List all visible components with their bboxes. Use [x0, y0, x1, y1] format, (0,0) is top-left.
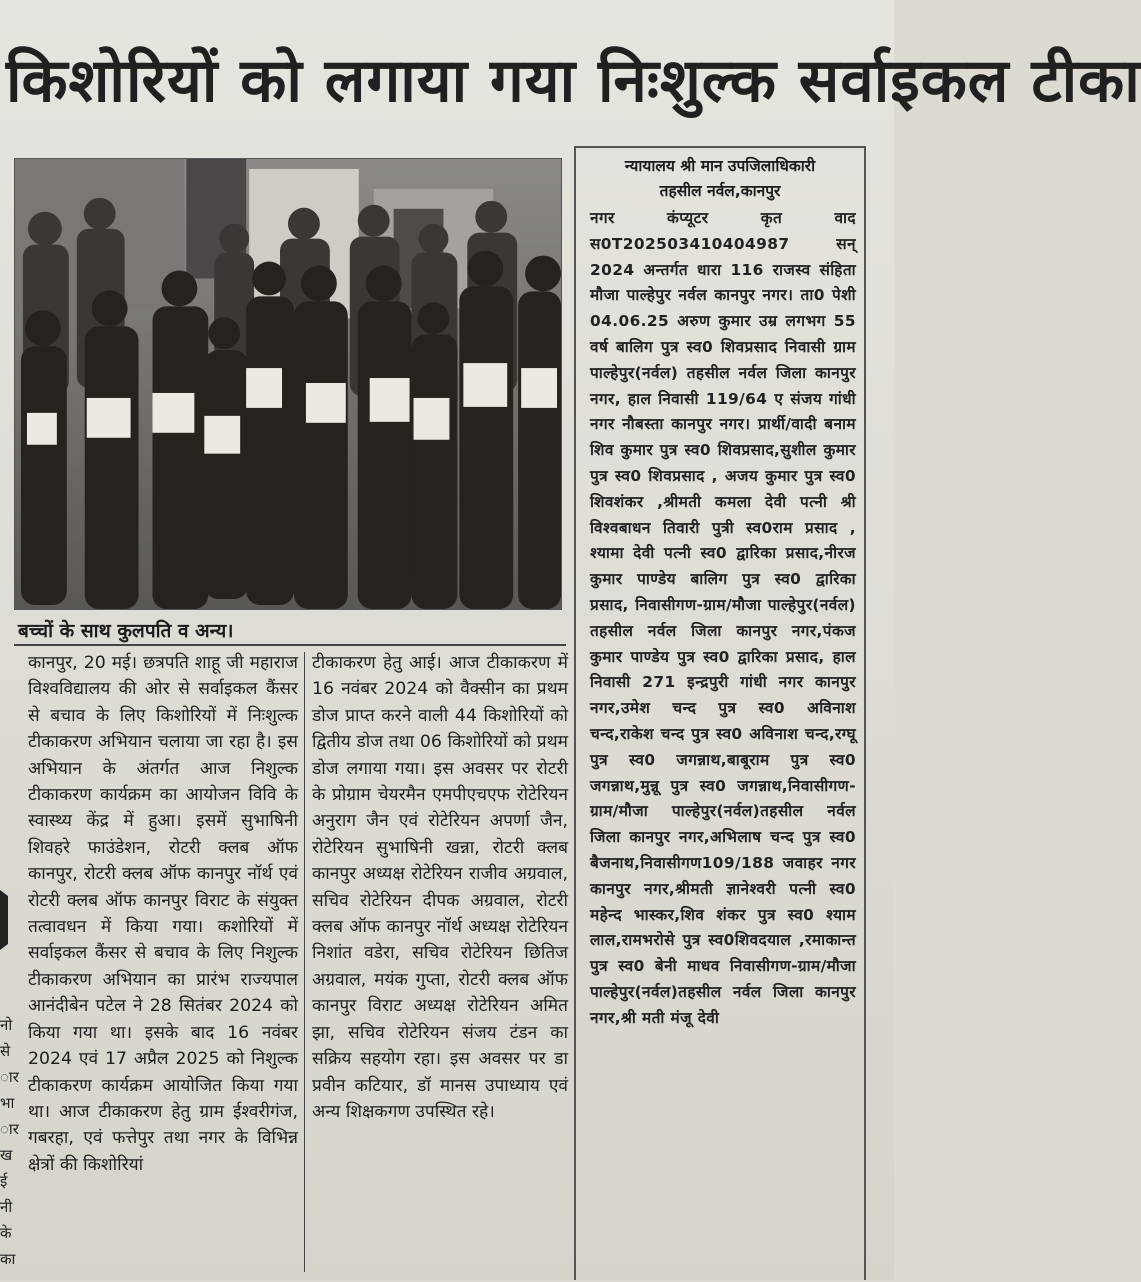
group-photo-image [15, 159, 561, 609]
fragment-line: ार [0, 1068, 19, 1086]
photo-caption: बच्चों के साथ कुलपति व अन्य। [18, 620, 234, 642]
legal-notice-title [580, 154, 860, 204]
column-divider [304, 652, 305, 1272]
headline: किशोरियों को लगाया गया निःशुल्क सर्वाइकल टीका [6, 46, 1141, 116]
page-edge-mark [0, 890, 14, 950]
fragment-line: ख [0, 1146, 13, 1164]
fragment-line: के [0, 1224, 12, 1242]
fragment-line: से [0, 1042, 11, 1060]
fragment-line: नो [0, 1016, 13, 1034]
fragment-line: भा [0, 1094, 15, 1112]
caption-divider [14, 644, 566, 646]
fragment-line: ई [0, 1172, 8, 1190]
article-column-2: टीकाकरण हेतु आई। आज टीकाकरण में 16 नवंबर 2024 को वैक्सीन का प्रथम डोज प्राप्त करने वाली 44 किशोरियों को द्वितीय डोज तथा 06 किशोरियों को प्रथम डोज लगाया गया। इस अवसर पर रोटरी के प्रोग्राम चेयरमैन एमपीएचएफ रोटेरियन अनुराग जैन एवं रोटेरियन अपर्णा जैन, रोटेरियन सुभाषिनी खन्ना, रोटरी क्लब कानपुर अध्यक्ष रोटेरियन राजीव अग्रवाल, सचिव रोटेरियन दीपक अग्रवाल, रोटरी क्लब ऑफ कानपुर नॉर्थ अध्यक्ष रोटेरियन निशांत वडेरा, सचिव रोटेरियन छितिज अग्रवाल, मयंक गुप्ता, रोटरी क्लब ऑफ कानपुर विराट अध्यक्ष रोटेरियन अमित झा, सचिव रोटेरियन संजय टंडन का सक्रिय सहयोग रहा। इस अवसर पर डा प्रवीन कटियार, डॉ मानस उपाध्याय एवं अन्य शिक्षकगण उपस्थित रहे। [312, 653, 568, 1122]
notice-title-line-2: तहसील नर्वल,कानपुर [659, 182, 781, 200]
fragment-line: ार [0, 1120, 19, 1138]
notice-title-line-1: न्यायालय श्री मान उपजिलाधिकारी [624, 157, 816, 175]
fragment-line: नी [0, 1198, 13, 1216]
adjacent-column-fragment [0, 1012, 18, 1282]
news-photo [14, 158, 562, 610]
article-column-1: कानपुर, 20 मई। छत्रपति शाहू जी महाराज विश्वविद्यालय की ओर से सर्वाइकल कैंसर से बचाव के लिए किशोरियों में निःशुल्क टीकाकरण अभियान चलाया जा रहा है। इस अभियान के अंतर्गत आज निशुल्क टीकाकरण कार्यक्रम का आयोजन विवि के स्वास्थ्य केंद्र में हुआ। इसमें सुभाषिनी शिवहरे फाउंडेशन, रोटरी क्लब ऑफ कानपुर, रोटरी क्लब ऑफ कानपुर नॉर्थ एवं रोटरी क्लब ऑफ कानपुर विराट के संयुक्त तत्वावधन में किया गया। कशोरियों में सर्वाइकल कैंसर से बचाव के लिए निशुल्क टीकाकरण अभियान का प्रारंभ राज्यपाल आनंदीबेन पटेल ने 28 सितंबर 2024 को किया गया था। इसके बाद 16 नवंबर 2024 एवं 17 अप्रैल 2025 को निशुल्क टीकाकरण कार्यक्रम आयोजित किया गया था। आज टीकाकरण हेतु ग्राम ईश्वरीगंज, गबरहा, एवं फत्तेपुर तथा नगर के विभिन्न क्षेत्रों की किशोरियां [28, 653, 298, 1175]
legal-notice-body: नगर कंप्यूटर कृत वाद स0T202503410404987 सन् 2024 अन्तर्गत धारा 116 राजस्व संहिता मौजा पाल्हेपुर नर्वल कानपुर नगर। ता0 पेशी 04.06.25 अरुण कुमार उम्र लगभग 55 वर्ष बालिग पुत्र स्व0 शिवप्रसाद निवासी ग्राम पाल्हेपुर(नर्वल) तहसील नर्वल जिला कानपुर नगर, हाल निवासी 119/64 ए संजय गांधी नगर नौबस्ता कानपुर नगर। प्रार्थी/वादी बनाम शिव कुमार पुत्र स्व0 शिवप्रसाद,सुशील कुमार पुत्र स्व0 शिवप्रसाद , अजय कुमार पुत्र स्व0 शिवशंकर ,श्रीमती कमला देवी पत्नी श्री विश्वबाधन तिवारी पुत्री स्व0राम प्रसाद , श्यामा देवी पत्नी स्व0 द्वारिका प्रसाद,नीरज कुमार पाण्डेय बालिग पुत्र स्व0 द्वारिका प्रसाद, निवासीगण-ग्राम/मौजा पाल्हेपुर(नर्वल) तहसील नर्वल जिला कानपुर नगर,पंकज कुमार पाण्डेय पुत्र स्व0 द्वारिका प्रसाद, हाल निवासी 271 इन्द्रपुरी गांधी नगर कानपुर नगर,उमेश चन्द पुत्र स्व0 अविनाश चन्द,राकेश चन्द पुत्र स्व0 अविनाश चन्द,रग्घू पुत्र स्व0 जगन्नाथ,बाबूराम पुत्र स्व0 जगन्नाथ,मुन्नू पुत्र स्व0 जगन्नाथ,निवासीगण-ग्राम/मौजा पाल्हेपुर(नर्वल)तहसील नर्वल जिला कानपुर नगर,अभिलाष चन्द पुत्र स्व0 बैजनाथ,निवासीगण109/188 जवाहर नगर कानपुर नगर,श्रीमती ज्ञानेश्वरी पत्नी स्व0 महेन्द भास्कर,शिव शंकर पुत्र स्व0 श्याम लाल,रामभरोसे पुत्र स्व0शिवदयाल ,रमाकान्त पुत्र स्व0 बेनी माधव निवासीगण-ग्राम/मौजा पाल्हेपुर(नर्वल)तहसील नर्वल जिला कानपुर नगर,श्री मती मंजू देवी [590, 209, 856, 1027]
fragment-line: का [0, 1250, 16, 1268]
